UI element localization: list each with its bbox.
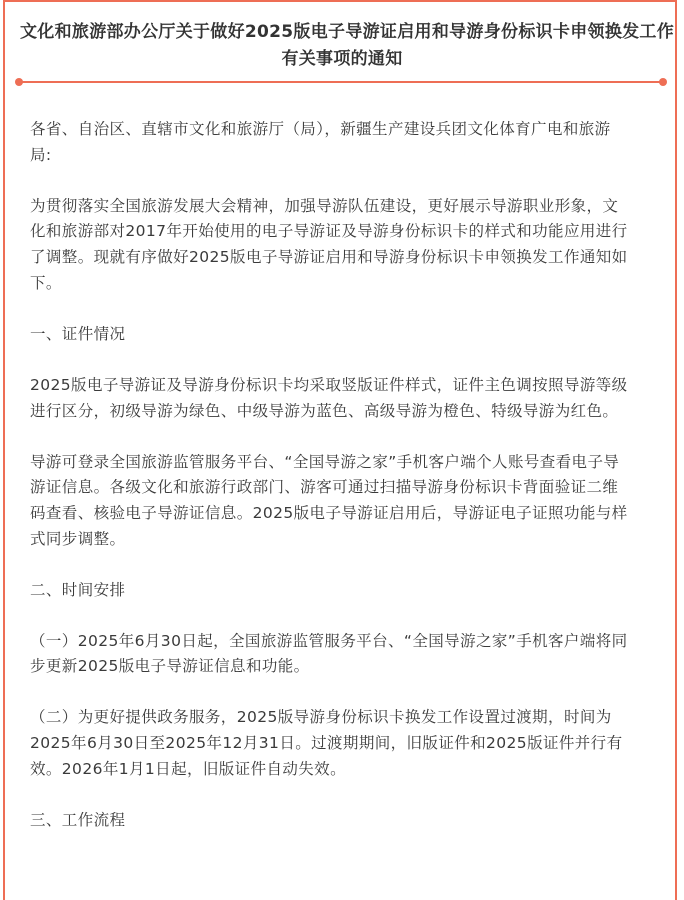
divider-line [19,81,663,83]
page-title [20,19,675,73]
divider-dot-right-icon [659,78,667,86]
text-line: 游证信息。各级文化和旅游行政部门、游客可通过扫描导游身份标识卡背面验证二维 [30,478,619,497]
text-line: （一）2025年6月30日起，全国旅游监管服务平台、“全国导游之家”手机客户端将同 [30,631,628,650]
text-line: （二）为更好提供政务服务，2025版导游身份标识卡换发工作设置过渡期，时间为 [30,708,612,727]
text-line: 化和旅游部对2017年开始使用的电子导游证及导游身份标识卡的样式和功能应用进行 [30,222,628,241]
section-heading-text: 三、工作流程 [30,810,126,829]
section-heading-text: 二、时间安排 [30,580,126,599]
text-line: 2025年6月30日至2025年12月31日。过渡期期间，旧版证件和2025版证件并行有 [30,734,623,753]
greeting-paragraph [30,117,670,168]
text-line: 式同步调整。 [30,529,126,548]
section-heading-2 [30,578,670,604]
title-line-2: 有关事项的通知 [281,49,403,69]
text-line: 效。2026年1月1日起，旧版证件自动失效。 [30,759,346,778]
divider-dot-left-icon [15,78,23,86]
text-line: 了调整。现就有序做好2025版电子导游证启用和导游身份标识卡申领换发工作通知如 [30,248,628,267]
section-heading-3 [30,808,670,834]
text-line: 进行区分，初级导游为绿色、中级导游为蓝色、高级导游为橙色、特级导游为红色。 [30,401,619,420]
text-line: 2025版电子导游证及导游身份标识卡均采取竖版证件样式，证件主色调按照导游等级 [30,375,628,394]
section1-paragraph-1 [30,373,670,424]
title-divider [15,78,667,86]
section1-paragraph-2 [30,450,670,553]
text-line: 步更新2025版电子导游证信息和功能。 [30,657,310,676]
article-body [30,117,670,859]
section2-paragraph-2 [30,705,670,782]
title-line-1: 文化和旅游部办公厅关于做好2025版电子导游证启用和导游身份标识卡申领换发工作 [20,22,675,42]
text-line: 码查看、核验电子导游证信息。2025版电子导游证启用后，导游证电子证照功能与样 [30,503,628,522]
text-line: 下。 [30,273,62,292]
text-line: 为贯彻落实全国旅游发展大会精神，加强导游队伍建设，更好展示导游职业形象，文 [30,196,619,215]
text-line: 各省、自治区、直辖市文化和旅游厅（局），新疆生产建设兵团文化体育广电和旅游 [30,120,611,138]
text-line: 导游可登录全国旅游监管服务平台、“全国导游之家”手机客户端个人账号查看电子导 [30,452,620,471]
intro-paragraph [30,194,670,297]
section-heading-text: 一、证件情况 [30,324,126,343]
section-heading-1 [30,322,670,348]
section2-paragraph-1 [30,629,670,680]
text-line: 局: [30,145,52,164]
